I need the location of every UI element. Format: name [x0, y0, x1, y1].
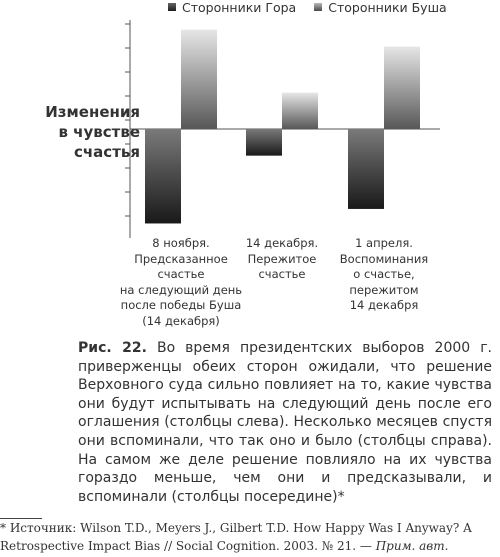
footnote [0, 519, 500, 555]
bar-chart [0, 0, 500, 240]
legend-label-gore: Сторонники Гора [182, 0, 297, 15]
footnote-text: * Источник: Wilson T.D., Meyers J., Gilbert T.D. How Happy Was I Anyway? A Retrospective Impact Bias // Social Cognition. 2003. № 21. — [0, 521, 472, 553]
footnote-note: Прим. авт. [375, 539, 449, 553]
category-label-2: 1 апреля. Воспоминания о счастье, пережитом 14 декабря [339, 236, 429, 313]
bar-gore-0 [145, 129, 181, 223]
category-label-0: 8 ноября. Предсказанное счастье на следующий день после победы Буша (14 декабря) [119, 236, 243, 328]
legend-label-bush: Сторонники Буша [328, 0, 447, 15]
category-label-1: 14 декабря. Пережитое счастье [245, 236, 319, 282]
bar-bush-2 [384, 47, 420, 129]
bar-gore-1 [246, 129, 282, 156]
figure-caption [78, 339, 492, 506]
bar-gore-2 [348, 129, 384, 209]
caption-label: Рис. 22. [78, 340, 147, 356]
caption-text: Во время президентских выборов 2000 г. приверженцы обеих сторон ожидали, что решение Верховного суда сильно повлияет на то, какие чувства они будут испытывать на следующий день после его оглашения (столбцы слева). Несколько месяцев спустя они вспоминали, что так оно и было (столбцы справа). На самом же деле решение повлияло на их чувства гораздо меньше, чем они и предсказывали, и вспоминали (столбцы посередине)* [78, 340, 492, 505]
bar-bush-1 [282, 93, 318, 129]
bar-bush-0 [181, 30, 217, 129]
y-axis-label: Изменения в чувстве счастья [45, 103, 140, 161]
